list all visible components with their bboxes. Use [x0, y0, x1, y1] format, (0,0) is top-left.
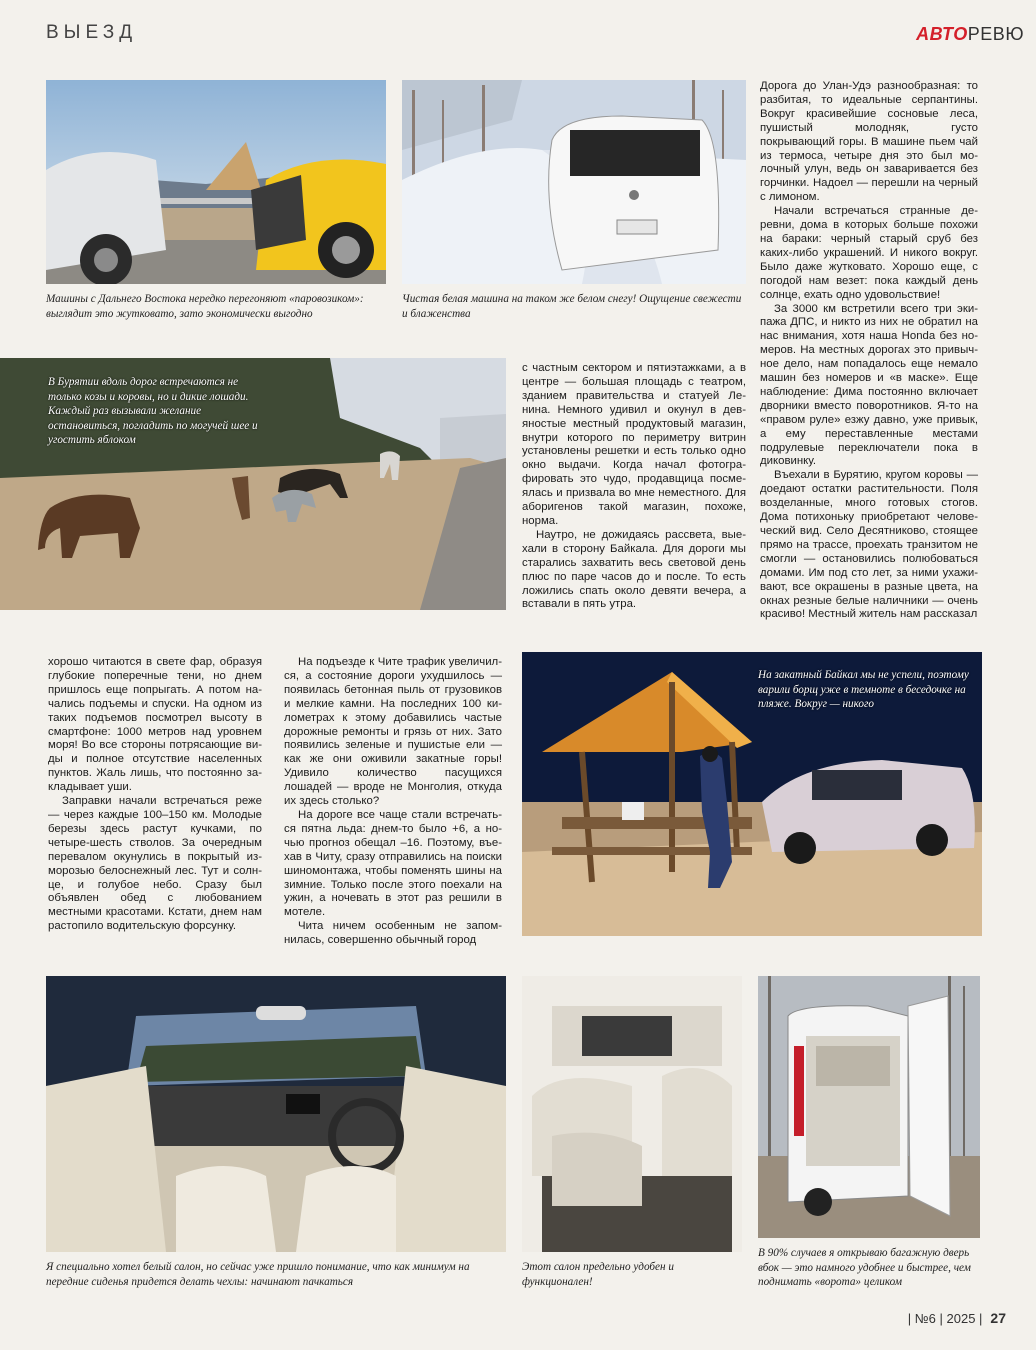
photo-horses [0, 358, 506, 610]
caption-white-car: Чистая белая машина на таком же белом снегу! Ощущение свежести и блаженства [402, 293, 742, 320]
paragraph: Начали встречаться странные деревни, дома в которых больше похожи на бараки: черный старый сруб без каких-либо украшений. И никого вокруг. Было даже жутковато. Хорошо еще, с погодой нам везет: пока каждый день солнце, ехать одно удовольствие! [760, 205, 978, 301]
photo-towing [46, 80, 386, 284]
caption-salon: Этот салон предельно удобен и функционален! [522, 1261, 674, 1288]
caption-trunk: В 90% случаев я открываю багажную дверь вбок — это намного удобнее и быстрее, чем поднимать «ворота» целиком [758, 1247, 971, 1288]
paragraph: Наутро, не дожидаясь рассвета, выехали в сторону Байкала. Для дороги мы старались захватить весь световой день плюс по паре часов до и после. То есть ложились спать около девяти вечера, а вставали в пять утра. [522, 528, 746, 611]
photo-white-car [402, 80, 746, 284]
text-column-right-top [760, 80, 978, 622]
paragraph: На дороге все чаще стали встречаться пятна льда: днем-то было +6, а ночью прогноз обещал –16. Поэтому, въехав в Читу, сразу отправились на поиски шиномонтажа, чтобы поменять шины на зимние. Только после этого поехали на ужин, а ночевать в этот раз решили в мотеле. [284, 808, 502, 919]
caption-horses: В Бурятии вдоль дорог встречаются не только козы и коровы, но и дикие лошади. Каждый раз вызывали желание остановиться, погладить по могучей шее и угостить яблоком [48, 376, 258, 446]
page-number: 27 [990, 1310, 1006, 1326]
caption-towing: Машины с Дальнего Востока нередко перегоняют «паровозиком»: выглядит это жутковато, зато экономически выгодно [46, 293, 364, 320]
photo-salon [522, 976, 742, 1252]
paragraph: хорошо читаются в свете фар, образуя глубокие поперечные тени, но днем пришлось еще попрыгать. А потом начались подъемы и спуски. На одном из таких подъемов посмотрел высоту в смартфоне: 1000 метров над уровнем моря! Во все стороны потрясающие виды и полное отсутствие населенных пунктов. Жаль лишь, что постоянно закладывает уши. [48, 656, 262, 794]
paragraph: Чита ничем особенным не запомнилась, совершенно обычный город [284, 920, 502, 947]
caption-baikal: На закатный Байкал мы не успели, поэтому варили борщ уже в темноте в беседочке на пляже. Вокруг — никого [758, 669, 969, 710]
paragraph: Дорога до Улан-Удэ разнообразная: то разбитая, то идеальные серпантины. Вокруг красивейшие сосновые леса, пушистый молодняк, густо покрывающий горы. В машине пьем чай из термоса, четыре дня это был молочный улун, ведь он заваривается без горчинки. Надоел — перешли на черный с лимоном. [760, 80, 978, 204]
section-title: ВЫЕЗД [46, 22, 138, 43]
caption-interior: Я специально хотел белый салон, но сейчас уже пришло понимание, что как минимум на передние сиденья придется делать чехлы: начинают пачкаться [46, 1261, 470, 1288]
photo-interior [46, 976, 506, 1252]
paragraph: За 3000 км встретили всего три экипажа ДПС, и никто из них не обратил на нас внимания, хотя наша Honda без номеров. На местных дорогах это привычное дело, нам попадалось еще немало машин без номеров и «в маске». Еще наблюдение: Дима постоянно включает дворники вместо поворотников. Я-то на «правом руле» езжу давно, уже привык, а ему переставленные местами подрулевые переключатели пока в диковинку. [760, 302, 978, 468]
paragraph: с частным сектором и пятиэтажками, а в центре — большая площадь с театром, зданием правительства и статуей Ленина. Немного удивил и окунул в девяностые местный продуктовый магазин, внутри которого по периметру витрин установлены решетки и есть только одно окно выдачи. Когда начал фотографировать это чудо, продавщица посмеялась и призвала во мне неместного. Для аборигенов такой магазин, похоже, норма. [522, 362, 746, 527]
text-column-middle [522, 362, 746, 612]
magazine-logo [916, 24, 1024, 45]
issue-number: | №6 | 2025 | [907, 1311, 983, 1326]
photo-baikal-night [522, 652, 982, 936]
text-column-center [284, 656, 502, 948]
text-column-left [48, 656, 262, 934]
paragraph: На подъезде к Чите трафик увеличился, а состояние дороги ухудшилось — появилась бетонная пыль от грузовиков и мелкие камни. На последних 100 километрах к этому добавились частые дорожные ремонты и грязь от них. Зато появились зеленые и пушистые ели — как же они оживили закатные горы! Удивило количество пасущихся лошадей — вроде не Монголия, откуда их здесь столько? [284, 656, 502, 808]
page-footer [908, 1310, 1006, 1326]
logo-part-auto: АВТО [916, 24, 968, 44]
paragraph: Заправки начали встречаться реже — через каждые 100–150 км. Молодые березы здесь растут кучками, по четыре-шесть стволов. За очередным перевалом окунулись в покрытый изморозью белоснежный лес. Тут и солнце, и голубое небо. Сразу был объявлен обед с любованием местными красотами. Кстати, днем нам растопило водительскую форсунку. [48, 795, 262, 933]
photo-trunk [758, 976, 980, 1238]
paragraph: Въехали в Бурятию, кругом коровы — доедают остатки растительности. Поля возделанные, много готовых стогов. Дома потихоньку приобретают человеческий вид. Село Десятниково, стоящее прямо на трассе, проехать транзитом не смогли — остановились полюбоваться домами. Им под сто лет, за ними ухаживают, все окрашены в разные цвета, на окнах резные белые наличники — очень красиво! Местный житель нам рассказал [760, 469, 978, 621]
logo-part-review: РЕВЮ [967, 24, 1024, 44]
